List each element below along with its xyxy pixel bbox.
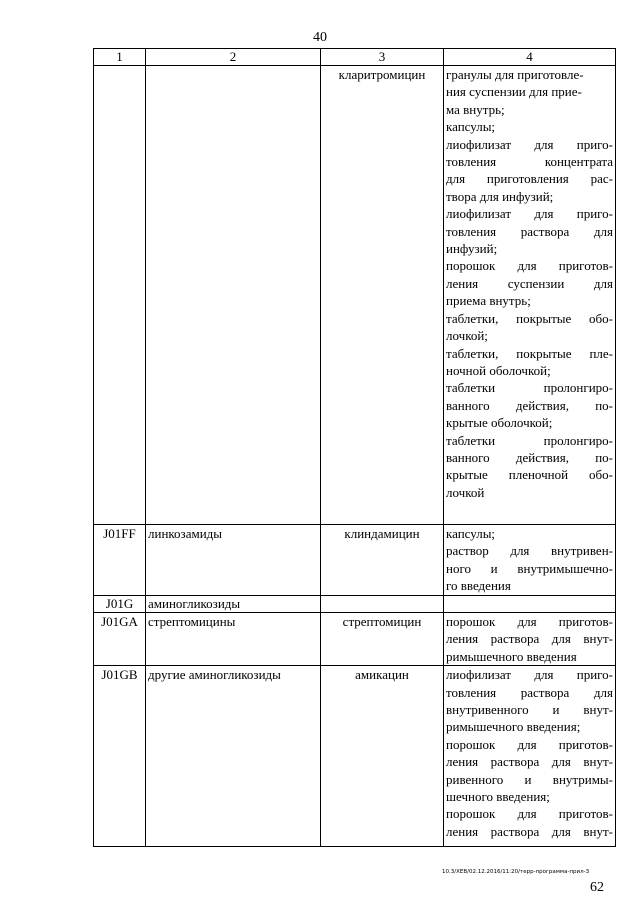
dosage-form-line: твора для инфузий; [446,188,554,204]
medication-table [93,48,616,847]
document-footer-code: 10.3/ХЕВ/02.12.2016/11:20/терр-программа-прил-3 [442,869,590,875]
dosage-form-line: римышечного введения; [446,719,581,735]
dosage-form-line: инфузий; [446,241,498,257]
atc-code-cell [94,66,146,525]
dosage-form-line: ма внутрь; [446,101,505,117]
atc-code-cell: J01GA [94,613,146,666]
dosage-form-line: товления раствора для [446,684,613,700]
dosage-forms-cell [444,66,616,525]
dosage-form-line: капсулы; [446,119,496,135]
column-header-3: 3 [321,49,444,66]
dosage-form-line: ного и внутримышечно- [446,560,613,576]
column-header-4: 4 [444,49,616,66]
dosage-form-line: шечного введения; [446,789,550,805]
dosage-form-line: ночной оболочкой; [446,362,551,378]
atc-code-cell: J01G [94,596,146,613]
drug-name-cell: кларитромицин [321,66,444,525]
dosage-form-line: ванного действия, по- [446,397,613,413]
atc-code-cell: J01GB [94,666,146,847]
dosage-form-line: порошок для приготов- [446,258,613,274]
table-row-amikacin [94,666,616,847]
dosage-form-line: приема внутрь; [446,293,531,309]
dosage-form-line: лиофилизат для приго- [446,206,613,222]
group-name-cell: стрептомицины [146,613,321,666]
table-header-row [94,49,616,66]
dosage-form-line: лиофилизат для приго- [446,667,613,683]
table-row-clarithromycin [94,66,616,525]
dosage-forms-cell [444,613,616,666]
dosage-form-line: таблетки пролонгиро- [446,380,613,396]
table-row-streptomycin [94,613,616,666]
group-name-cell: другие аминогликозиды [146,666,321,847]
dosage-form-line: таблетки пролонгиро- [446,432,613,448]
dosage-form-line: таблетки, покрытые обо- [446,310,613,326]
column-header-2: 2 [146,49,321,66]
dosage-forms-cell [444,525,616,596]
dosage-form-line: порошок для приготов- [446,806,613,822]
dosage-form-line: лочкой [446,484,485,500]
drug-name-cell [321,596,444,613]
atc-code-cell: J01FF [94,525,146,596]
dosage-form-line: порошок для приготов- [446,736,613,752]
page-number: 40 [313,30,327,45]
dosage-form-line: ления раствора для внут- [446,754,613,770]
dosage-form-line: римышечного введения [446,648,577,664]
dosage-form-line: капсулы; [446,526,496,541]
group-name-cell: аминогликозиды [146,596,321,613]
dosage-forms-cell [444,596,616,613]
group-name-cell: линкозамиды [146,525,321,596]
table-row-clindamycin [94,525,616,596]
dosage-form-line: лиофилизат для приго- [446,136,613,152]
dosage-form-line: товления раствора для [446,223,613,239]
dosage-form-line: внутривенного и внут- [446,702,613,718]
dosage-form-line: крытые пленочной обо- [446,467,613,483]
dosage-form-line: раствор для внутривен- [446,543,613,559]
dosage-form-line: ления раствора для внут- [446,631,613,647]
dosage-form-line: крытые оболочкой; [446,415,553,431]
bottom-page-number: 62 [590,880,604,895]
dosage-form-line: ния суспензии для прие- [446,84,582,100]
drug-name-cell: амикацин [321,666,444,847]
drug-name-cell: клиндамицин [321,525,444,596]
dosage-form-line: го введения [446,578,511,594]
column-header-1: 1 [94,49,146,66]
dosage-form-line: ривенного и внутримы- [446,771,613,787]
group-name-cell [146,66,321,525]
dosage-form-line: лочкой; [446,328,488,344]
dosage-form-line: гранулы для приготовле- [446,67,584,82]
dosage-form-line: товления концентрата [446,154,613,170]
dosage-forms-cell [444,666,616,847]
dosage-form-line: порошок для приготов- [446,614,613,629]
dosage-form-line: таблетки, покрытые пле- [446,345,613,361]
table-row-aminoglycosides [94,596,616,613]
dosage-form-line: ления раствора для внут- [446,823,613,839]
dosage-form-line: ванного действия, по- [446,449,613,465]
drug-name-cell: стрептомицин [321,613,444,666]
dosage-form-line: для приготовления рас- [446,171,613,187]
dosage-form-line: ления суспензии для [446,275,613,291]
